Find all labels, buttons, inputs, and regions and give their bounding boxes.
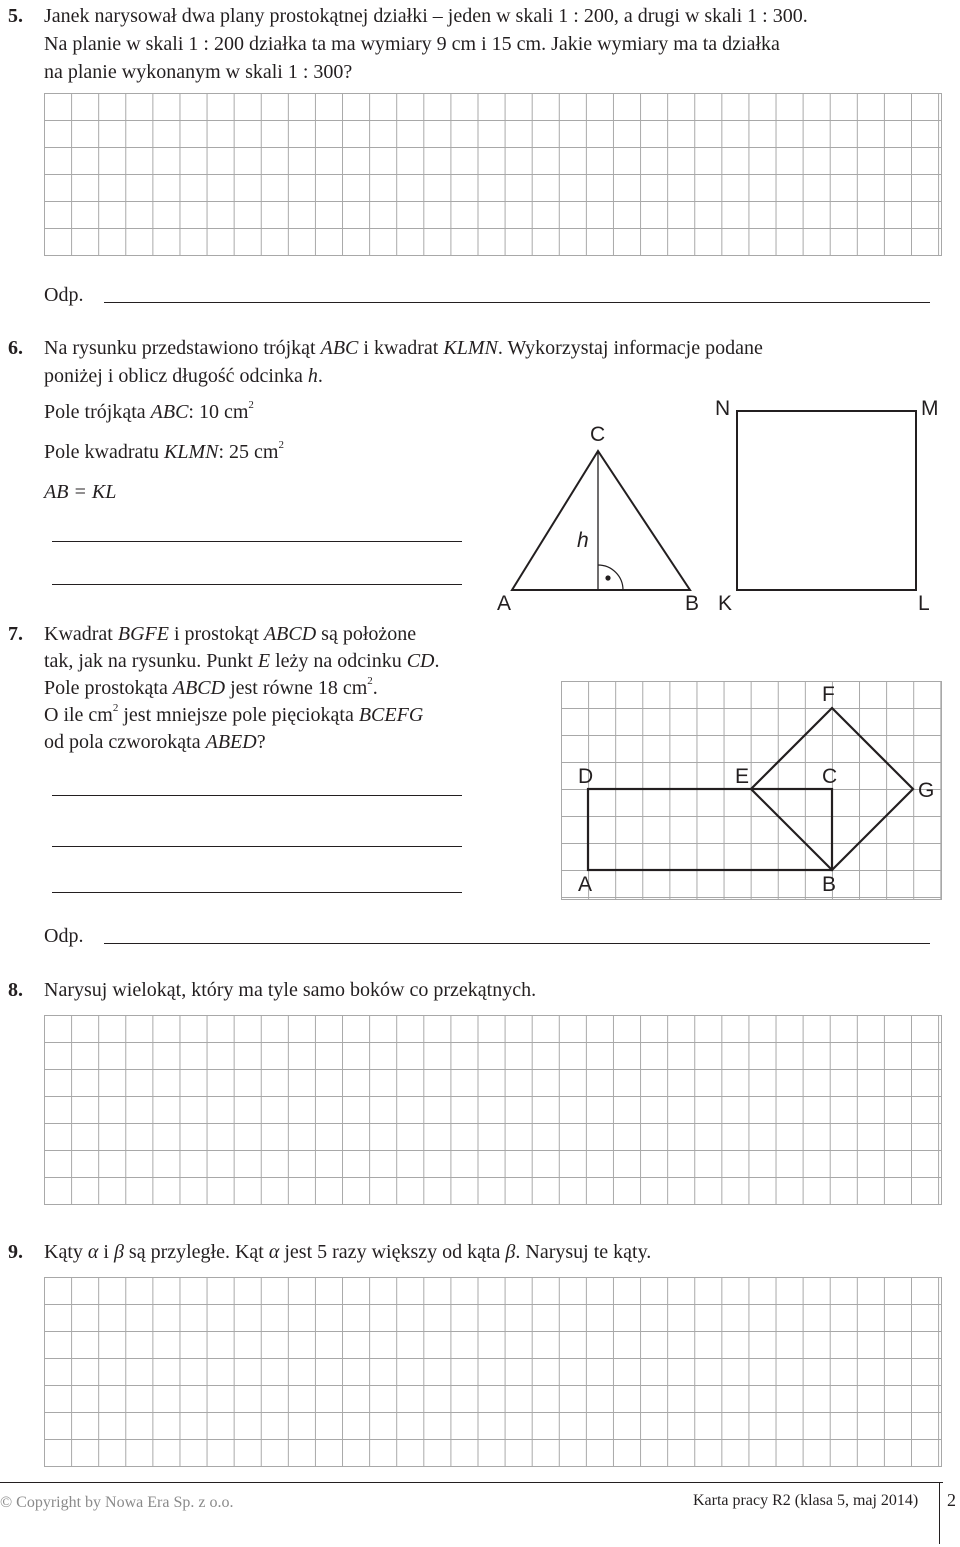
task-7-number: 7. [8,623,23,645]
task-7-line-3: Pole prostokąta ABCD jest równe 18 $cm^2$. [44,675,378,699]
task-8-number: 8. [8,979,23,1001]
label-B-triangle: B [685,592,700,615]
label-E: E [735,765,750,788]
label-F: F [822,683,835,706]
task-7-answer-line-1[interactable] [52,795,462,796]
label-N: N [715,397,731,420]
label-M: M [921,397,939,420]
label-G: G [918,779,935,802]
task-5-line-2: Na planie w skali 1 : 200 działka ta ma wymiary 9 cm i 15 cm. Jakie wymiary ma ta działka [44,33,780,55]
square-klmn [737,411,916,590]
rectangle-abcd [588,789,832,870]
label-B: B [822,873,837,896]
footer-divider [939,1482,940,1544]
task-5-grid[interactable] [44,93,942,256]
task-7-answer-line-3[interactable] [52,892,462,893]
task-7-answer-line-2[interactable] [52,846,462,847]
footer-page-number: 2 [947,1490,956,1510]
footer-copyright: © Copyright by Nowa Era Sp. z o.o. [0,1494,234,1511]
task-5-answer-label: Odp. [44,284,84,306]
task-8-text: Narysuj wielokąt, który ma tyle samo boków co przekątnych. [44,979,537,1001]
task-7-answer-label: Odp. [44,925,84,947]
task-6-line-1: Na rysunku przedstawiono trójkąt ABC i kwadrat KLMN. Wykorzystaj informacje podane [44,337,763,359]
label-A: A [578,873,593,896]
task-7-line-4: O ile $cm^2$ jest mniejsze pole pięciokąta BCEFG [44,702,424,726]
task-6-line-2: poniżej i oblicz długość odcinka h. [44,365,323,387]
label-D: D [578,765,594,788]
task-6-info-ab-equals-kl: AB = KL [44,481,117,503]
task-7-answer-line[interactable] [104,943,930,944]
task-9-text: Kąty α i β są przyległe. Kąt α jest 5 razy większy od kąta β. Narysuj te kąty. [44,1241,652,1263]
task-7-figure [561,681,942,900]
task-6-figure [490,395,960,620]
footer-worksheet-title: Karta pracy R2 (klasa 5, maj 2014) [693,1492,919,1509]
task-5-line-1: Janek narysował dwa plany prostokątnej działki – jeden w skali 1 : 200, a drugi w skali 1 : 300. [44,5,808,27]
footer-rule [0,1482,943,1483]
label-h: h [577,529,589,552]
task-7-line-1: Kwadrat BGFE i prostokąt ABCD są położone [44,623,417,645]
label-A-triangle: A [497,592,512,615]
right-angle-dot [605,575,610,580]
task-6-info-triangle-area: Pole trójkąta ABC: 10 $cm^2$ [44,399,254,423]
label-K: K [718,592,733,615]
task-7-line-5: od pola czworokąta ABED? [44,731,266,753]
task-6-number: 6. [8,337,23,359]
task-7-line-2: tak, jak na rysunku. Punkt E leży na odcinku CD. [44,650,440,672]
label-C: C [822,765,838,788]
task-8-grid[interactable] [44,1015,942,1205]
task-6-answer-line-2[interactable] [52,584,462,585]
label-C-triangle: C [590,423,606,446]
task-6-info-square-area: Pole kwadratu KLMN: 25 $cm^2$ [44,439,284,463]
label-L: L [918,592,930,615]
task-9-number: 9. [8,1241,23,1263]
task-5-answer-line[interactable] [104,302,930,303]
task-9-grid[interactable] [44,1277,942,1467]
task-5-number: 5. [8,5,23,27]
triangle-abc [512,451,690,590]
task-6-answer-line-1[interactable] [52,541,462,542]
task-5-line-3: na planie wykonanym w skali 1 : 300? [44,61,353,83]
